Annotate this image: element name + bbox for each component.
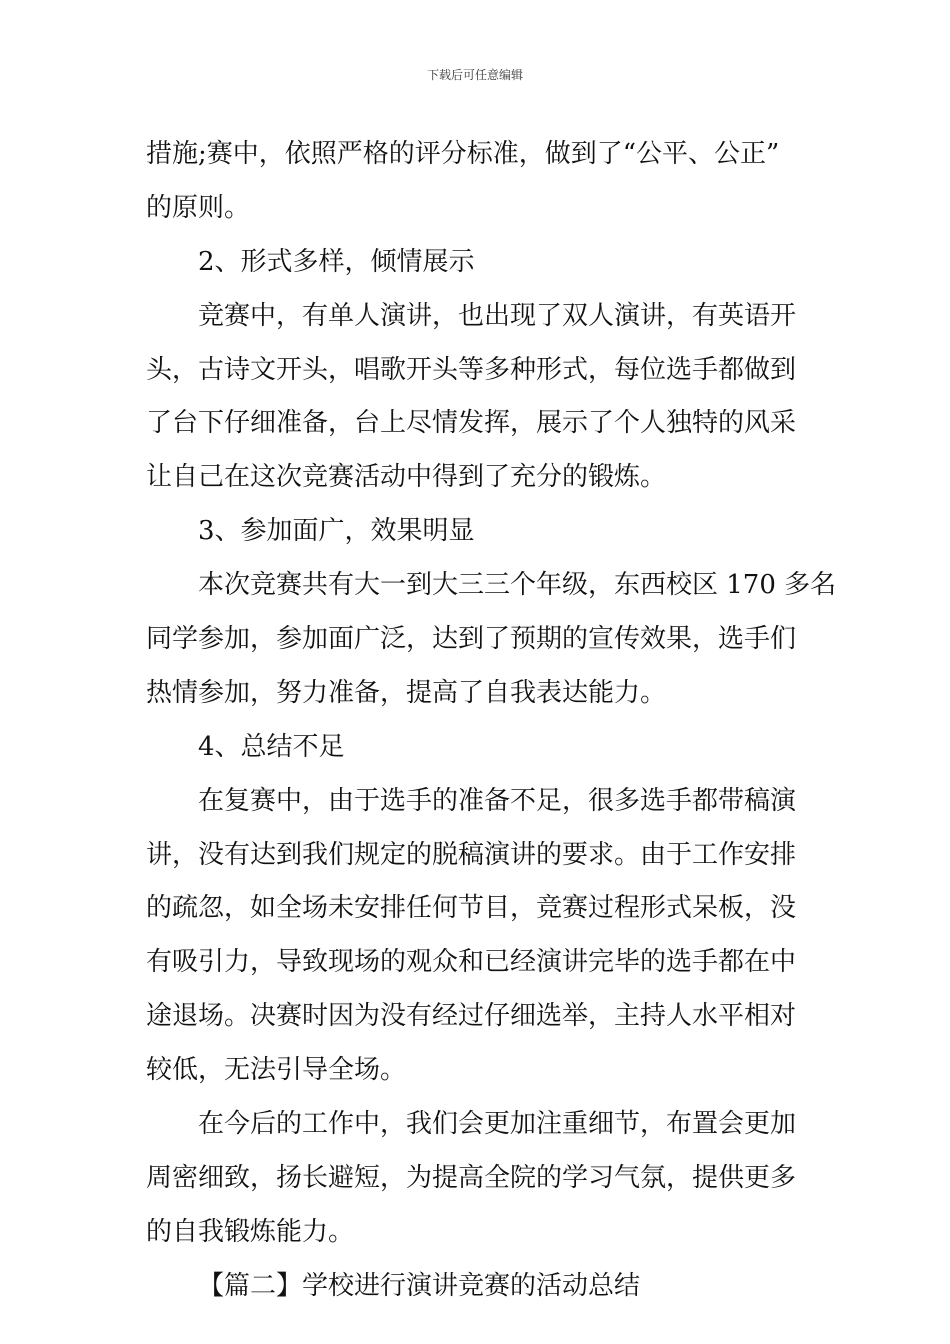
- document-body: [146, 128, 837, 1314]
- section-heading-2: 2、形式多样，倾情展示: [198, 246, 475, 277]
- text-line: 头，古诗文开头，唱歌开头等多种形式，每位选手都做到: [146, 354, 797, 385]
- text-line: 措施;赛中，依照严格的评分标准，做到了“公平、公正”: [146, 139, 780, 169]
- text-line: 周密细致，扬长避短，为提高全院的学习气氛，提供更多: [146, 1162, 797, 1193]
- section-heading-3: 3、参加面广，效果明显: [198, 516, 475, 547]
- text-line: 讲，没有达到我们规定的脱稿演讲的要求。由于工作安排: [146, 839, 797, 870]
- text-line: 了台下仔细准备，台上尽情发挥，展示了个人独特的风采: [146, 408, 797, 439]
- text-line: 同学参加，参加面广泛，达到了预期的宣传效果，选手们: [146, 624, 797, 655]
- text-line: 在复赛中，由于选手的准备不足，很多选手都带稿演: [198, 785, 797, 816]
- text-line: 本次竞赛共有大一到大三三个年级，东西校区 170 多名: [198, 570, 837, 601]
- text-line: 有吸引力，导致现场的观众和已经演讲完毕的选手都在中: [146, 947, 797, 978]
- text-line: 热情参加，努力准备，提高了自我表达能力。: [146, 677, 667, 708]
- text-line: 让自己在这次竞赛活动中得到了充分的锻炼。: [146, 462, 667, 493]
- text-line: 的自我锻炼能力。: [146, 1216, 355, 1247]
- text-line: 在今后的工作中，我们会更加注重细节，布置会更加: [198, 1109, 797, 1140]
- text-line: 竞赛中，有单人演讲，也出现了双人演讲，有英语开: [198, 300, 797, 331]
- text-line: 较低，无法引导全场。: [146, 1055, 407, 1086]
- article-title: 【篇二】学校进行演讲竞赛的活动总结: [198, 1270, 641, 1301]
- text-line: 的原则。: [146, 192, 251, 223]
- text-line: 的疏忽，如全场未安排任何节目，竞赛过程形式呆板，没: [146, 893, 797, 924]
- section-heading-4: 4、总结不足: [198, 731, 345, 762]
- text-line: 途退场。决赛时因为没有经过仔细选举，主持人水平相对: [146, 1001, 797, 1032]
- page-header-note: 下载后可任意编辑: [426, 68, 523, 82]
